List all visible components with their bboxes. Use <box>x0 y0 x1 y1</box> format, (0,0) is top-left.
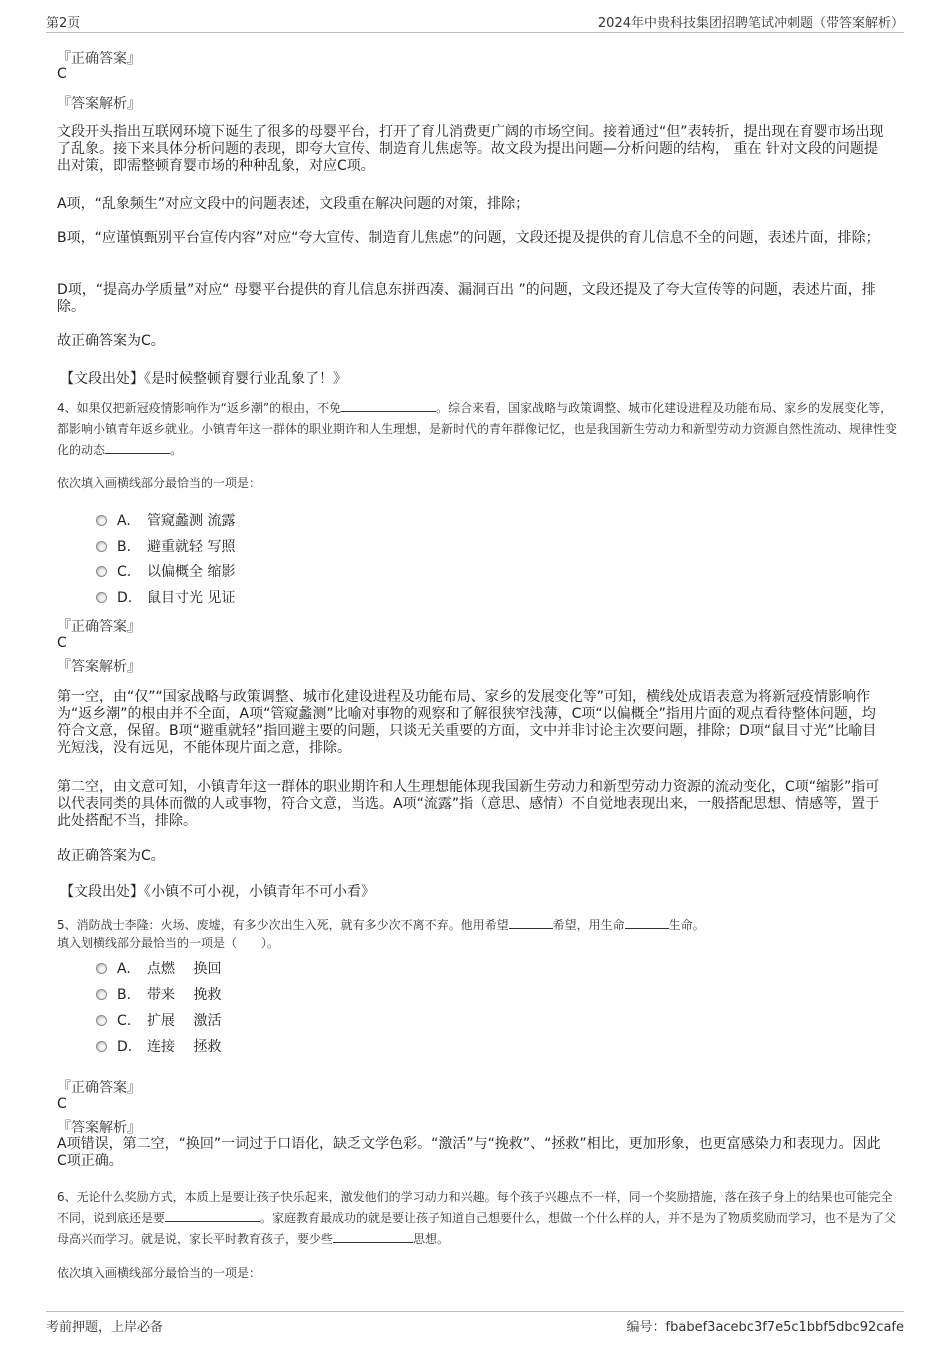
q3-analysis-p2: A项，“乱象频生”对应文段中的问题表述，文段重在解决问题的对策，排除； <box>57 196 530 212</box>
q4-answer: C <box>57 635 67 651</box>
radio-icon[interactable] <box>96 541 107 552</box>
radio-icon[interactable] <box>96 1015 107 1026</box>
q5-prompt: 填入划横线部分最恰当的一项是（ ）。 <box>57 936 280 950</box>
q5-option-d[interactable]: D. 连接 拯救 <box>96 1036 221 1056</box>
q4-answer-label: 『正确答案』 <box>57 619 141 635</box>
q3-analysis-label: 『答案解析』 <box>57 96 141 112</box>
q6-prompt: 依次填入画横线部分最恰当的一项是： <box>57 1266 262 1280</box>
q4-blank-1 <box>341 399 436 412</box>
q5-stem-part3: 生命。 <box>668 918 705 932</box>
q6-stem-part3: 思想。 <box>413 1232 450 1246</box>
radio-icon[interactable] <box>96 592 107 603</box>
q4-option-a[interactable]: A. 管窥蠡测 流露 <box>96 510 235 530</box>
q6-stem-part2: 。家庭教育最成功的就是要让孩子知道自己想要什么，想做一个什么样的人，并不是为了物质奖励而学习，也不是为了父母高兴而学习。就是说，家长平时教育孩子，要少些 <box>57 1211 897 1246</box>
radio-icon[interactable] <box>96 1041 107 1052</box>
q4-analysis-p1: 第一空，由“仅”“国家战略与政策调整、城市化建设进程及功能布局、家乡的发展变化等”可知，横线处成语表意为将新冠疫情影响作为“返乡潮”的根由并不全面，A项“管窥蠡测”比喻对事物的观察和了解很狭窄浅薄，C项“以偏概全”指用片面的观点看待整体问题，均符合文意，保留。B项“避重就轻”指回避主要的问题，只谈无关重要的方面，文中并非讨论主次要问题，排除；D项“鼠目寸光”比喻目光短浅，没有远见，不能体现片面之意，排除。 <box>57 689 877 756</box>
q3-analysis-p4: D项，“提高办学质量”对应“ 母婴平台提供的育儿信息东拼西凑、漏洞百出 ”的问题，文段还提及了夸大宣传等的问题，表述片面，排除。 <box>57 282 876 315</box>
q4-stem <box>57 398 897 461</box>
radio-icon[interactable] <box>96 963 107 974</box>
page-footer <box>46 1311 904 1336</box>
q3-analysis-p5: 故正确答案为C。 <box>57 333 165 349</box>
q6-blank-2 <box>333 1230 413 1243</box>
q3-answer-label: 『正确答案』 <box>57 51 141 67</box>
q4-stem-part3: 。 <box>170 443 183 457</box>
q4-option-c[interactable]: C. 以偏概全 缩影 <box>96 561 235 581</box>
q5-blank-2 <box>625 916 669 929</box>
q5-analysis-p1: A项错误，第二空，“换回”一词过于口语化，缺乏文学色彩。“激活”与“挽救”、“拯救”相比，更加形象，也更富感染力和表现力。因此C项正确。 <box>57 1136 881 1169</box>
q5-answer: C <box>57 1096 67 1112</box>
q4-analysis-label: 『答案解析』 <box>57 659 141 675</box>
q5-option-c[interactable]: C. 扩展 激活 <box>96 1010 221 1030</box>
q4-option-d[interactable]: D. 鼠目寸光 见证 <box>96 587 235 607</box>
q3-source: 【文段出处】《是时候整顿育婴行业乱象了！》 <box>60 371 347 387</box>
q5-stem <box>57 916 897 934</box>
page-number: 第2页 <box>46 16 81 31</box>
q6-blank-1 <box>165 1209 260 1222</box>
q5-answer-label: 『正确答案』 <box>57 1080 141 1096</box>
radio-icon[interactable] <box>96 989 107 1000</box>
q5-stem-part2: 希望，用生命 <box>552 918 625 932</box>
q4-prompt: 依次填入画横线部分最恰当的一项是： <box>57 476 262 490</box>
q4-analysis-p3: 故正确答案为C。 <box>57 848 165 864</box>
q6-stem <box>57 1187 897 1250</box>
q4-blank-2 <box>105 441 170 454</box>
document-title: 2024年中贵科技集团招聘笔试冲刺题（带答案解析） <box>597 16 904 31</box>
footer-slogan: 考前押题，上岸必备 <box>46 1320 164 1335</box>
q4-option-b[interactable]: B. 避重就轻 写照 <box>96 536 235 556</box>
q5-option-a[interactable]: A. 点燃 换回 <box>96 958 221 978</box>
page-header <box>46 10 904 33</box>
q6-stem-part1: 6、无论什么奖励方式，本质上是要让孩子快乐起来，激发他们的学习动力和兴趣。每个孩子兴趣点不一样，同一个奖励措施，落在孩子身上的结果也可能完全不同，说到底还是要 <box>57 1190 893 1225</box>
q4-stem-part1: 4、如果仅把新冠疫情影响作为“返乡潮”的根由，不免 <box>57 401 342 415</box>
q5-analysis-label: 『答案解析』 <box>57 1120 141 1136</box>
q4-stem-part2: 。综合来看，国家战略与政策调整、城市化建设进程及功能布局、家乡的发展变化等，都影响小镇青年返乡就业。小镇青年这一群体的职业期许和人生理想，是新时代的青年群像记忆，也是我国新生劳动力和新型劳动力资源自然性流动、规律性变化的动态 <box>57 401 898 457</box>
q3-analysis-p1: 文段开头指出互联网环境下诞生了很多的母婴平台，打开了育儿消费更广阔的市场空间。接着通过“但”表转折，提出现在育婴市场出现了乱象。接下来具体分析问题的表现，即夸大宣传、制造育儿焦虑等。故文段为提出问题—分析问题的结构， 重在 针对文段的问题提出对策，即需整顿育婴市场的种种乱象，对应C项。 <box>57 124 884 174</box>
radio-icon[interactable] <box>96 566 107 577</box>
q3-answer: C <box>57 66 67 82</box>
q4-source: 【文段出处】《小镇不可小视，小镇青年不可小看》 <box>60 884 375 900</box>
q5-blank-1 <box>509 916 553 929</box>
radio-icon[interactable] <box>96 515 107 526</box>
q4-analysis-p2: 第二空，由文意可知，小镇青年这一群体的职业期许和人生理想能体现我国新生劳动力和新型劳动力资源的流动变化，C项“缩影”指可以代表同类的具体而微的人或事物，符合文意，当选。A项“流露”指（意思、感情）不自觉地表现出来，一般搭配思想、情感等，置于此处搭配不当，排除。 <box>57 779 880 829</box>
q3-analysis-p3: B项，“应谨慎甄别平台宣传内容”对应“夸大宣传、制造育儿焦虑”的问题，文段还提及提供的育儿信息不全的问题，表述片面，排除； <box>57 230 880 246</box>
footer-serial: 编号：fbabef3acebc3f7e5c1bbf5dbc92cafe <box>626 1320 904 1335</box>
q5-stem-part1: 5、消防战士李隆：火场、废墟，有多少次出生入死，就有多少次不离不弃。他用希望 <box>57 918 509 932</box>
q5-option-b[interactable]: B. 带来 挽救 <box>96 984 221 1004</box>
